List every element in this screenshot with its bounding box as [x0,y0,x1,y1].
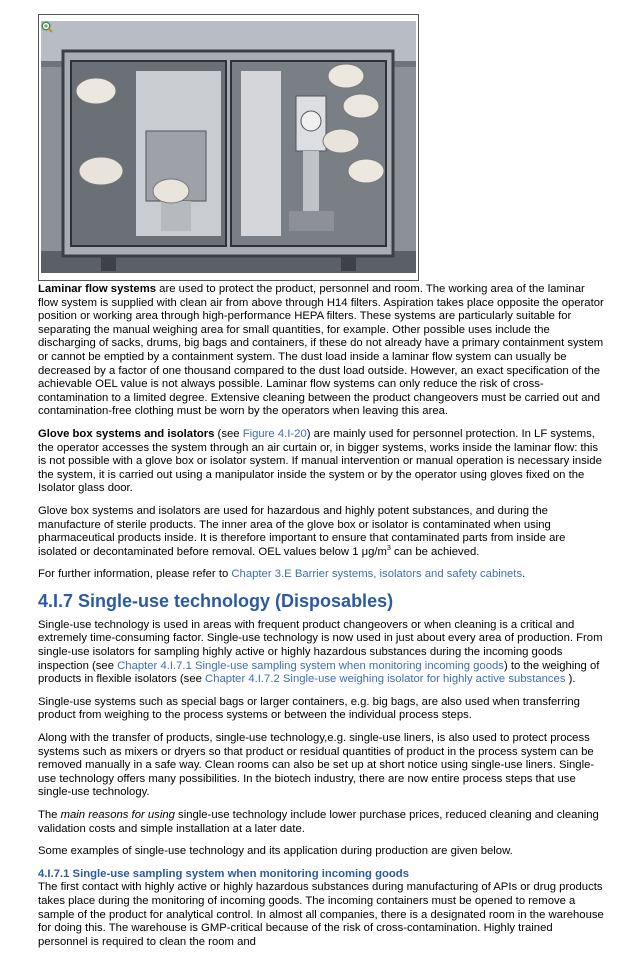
figure-link[interactable]: Figure 4.I-20 [242,427,307,440]
isolator-glove-box-image [41,21,416,273]
text: (see [214,427,243,440]
paragraph-incoming-goods: The first contact with highly active or highly hazardous substances during manufacturing of APIs or drug products takes place during the monitoring of incoming goods. The incoming containers must be opened to remove a sample of the product for analytical control. In almost all companies, there is a designated room in the warehouse for doing this. The warehouse is GMP-critical because of the risk of cross-contamination. Highly trained personnel is required to clean the room and [38,881,604,948]
paragraph-main-reasons [38,809,604,836]
text: . [522,568,526,581]
term-laminar-flow: Laminar flow systems [38,283,157,295]
paragraph-glove-box-uses [38,505,604,559]
paragraph-single-use-intro [38,619,604,687]
document-page [38,14,604,958]
paragraph-single-use-liners: Along with the transfer of products, single-use technology,e.g. single-use liners, is also used to protect process systems such as mixers or dryers so that product or residual quantities of product in the process system can be removed manually in a safe way. Clean rooms can also be set up at short notice using single-use liners. Single-use technology offers many possibilities. In the biotech industry, there are now entire process steps that use single-use technology. [38,732,595,799]
text: ). [565,673,576,686]
text: can be achieved. [390,545,480,558]
text: single-use technology include lower purchase prices, reduced cleaning and cleaning validation costs and simple installation at a later date. [38,809,599,835]
text: The [38,809,61,821]
chapter-link-weighing[interactable]: Chapter 4.I.7.2 Single-use weighing isolator for highly active substances [205,673,566,686]
emphasis: main reasons for using [60,809,175,821]
text: Single-use technology is used in areas with frequent product changeovers or when cleaning is a critical and extremely time-consuming factor. Single-use technology is now used in just about every area of production. From single-use isolators for sampling highly active or highly hazardous substances during the incoming goods inspection (see [38,618,603,672]
paragraph-further-info [38,568,604,582]
paragraph-examples: Some examples of single-use technology and its application during production are given below. [38,845,513,858]
text: ) to the weighing of products in flexible isolators (see [38,659,600,686]
chapter-link-barrier-systems[interactable]: Chapter 3.E Barrier systems, isolators and safety cabinets [231,568,523,581]
text: For further information, please refer to [38,568,232,581]
isolator-photo [38,14,419,281]
paragraph-single-use-systems: Single-use systems such as special bags or larger containers, e.g. big bags, are also used when transferring product from weighing to the process systems or between the individual process steps. [38,695,580,722]
subsection-heading: 4.I.7.1 Single-use sampling system when monitoring incoming goods [38,867,409,880]
zoom-icon[interactable] [41,21,53,33]
section-heading: 4.I.7 Single-use technology (Disposables) [38,590,394,611]
text: ) are mainly used for personnel protection. In LF systems, the operator accesses the system through an air curtain or, in bigger systems, works inside the laminar flow: this is not possible with a glove box or isolator system. If manual intervention or manual operation is necessary inside the system, it is carried out using a manipulator inside the system or by the operator using gloves fixed on the Isolator glass door. [38,427,602,495]
superscript: 3 [386,544,391,552]
paragraph-glove-box [38,428,604,496]
paragraph-laminar-flow [38,283,604,419]
text: are used to protect the product, personnel and room. The working area of the laminar flow system is supplied with clean air from above through H14 filters. Aspiration takes place opposite the operator position or working area through high-performance HEPA filters. These systems are particularly suitable for separating the manual weighing area for small quantities, for example. Other possible uses include the discharging of sacks, drums, big bags and containers, if these do not already have a primary containment system or cannot be emptied by a containment system. The dust load inside a laminar flow system can usually be decreased by a factor of one thousand compared to the dust load outside. However, an exact specification of the achievable OEL value is not always possible. Laminar flow systems can only reduce the risk of cross-contamination to a limited degree. Extensive cleaning between the product changeovers must be carried out and contamination-free clothing must be worn by the operators when leaving this area. [38,283,604,418]
term-glove-box: Glove box systems and isolators [38,427,215,440]
chapter-link-sampling[interactable]: Chapter 4.I.7.1 Single-use sampling system when monitoring incoming goods [117,659,504,672]
text: Glove box systems and isolators are used for hazardous and highly potent substances, and during the manufacture of sterile products. The inner area of the glove box or isolator is contaminated when using pharmaceutical products inside. It is therefore important to ensure that contaminated parts from inside are isolated or decontaminated before removal. OEL values below 1 μg/m [38,504,566,558]
